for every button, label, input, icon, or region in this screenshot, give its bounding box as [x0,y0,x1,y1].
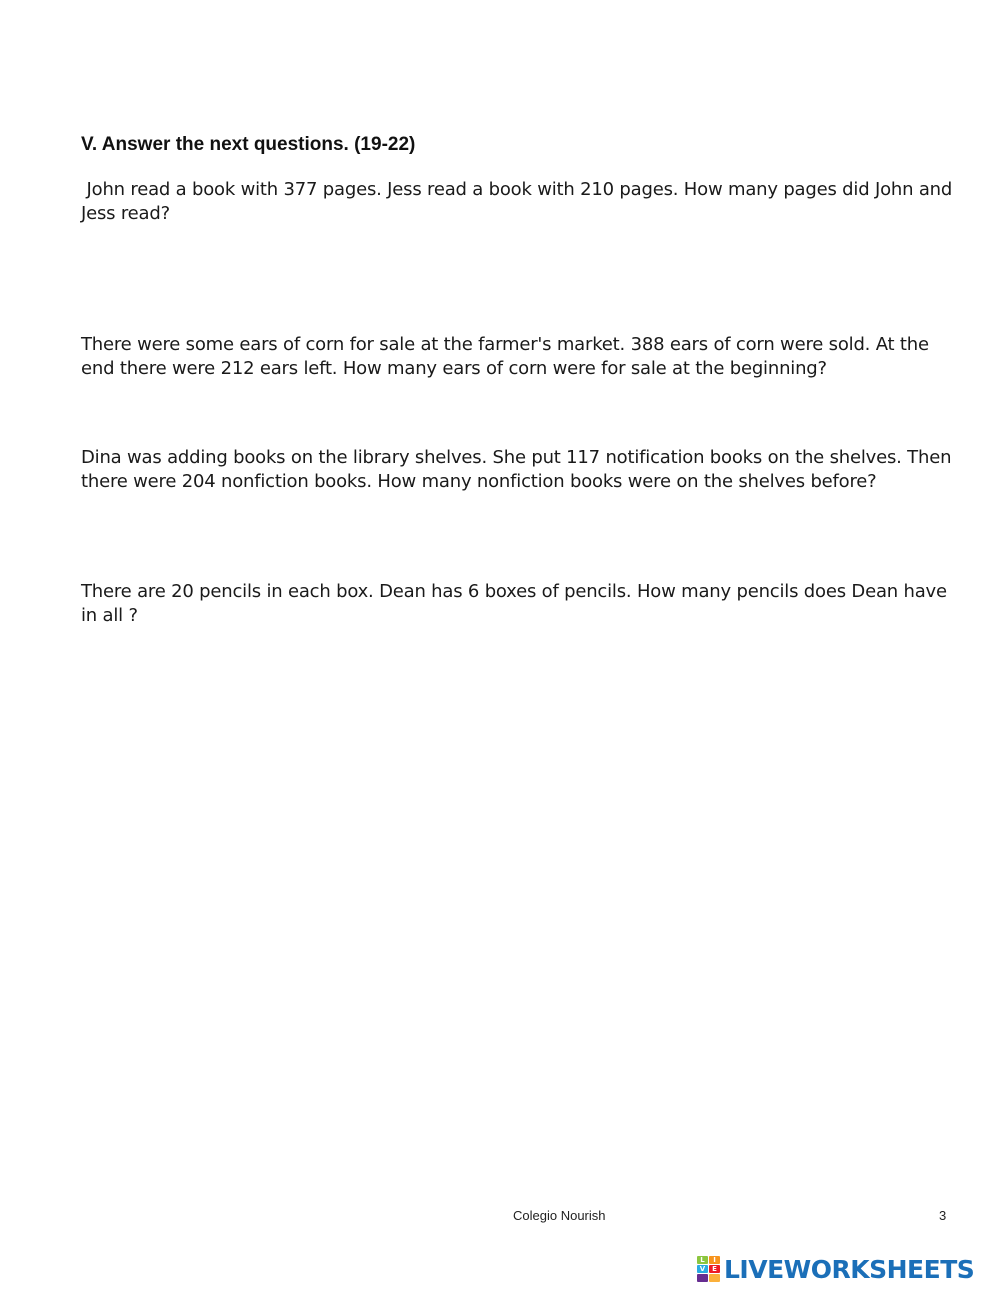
logo-block: I [709,1256,720,1264]
question-21: Dina was adding books on the library shelves. She put 117 notification books on the shelves. Then there were 204 nonfiction books. How many nonfiction books were on the shelves before? [81,447,952,492]
footer-page-number: 3 [939,1208,947,1223]
question-20: There were some ears of corn for sale at the farmer's market. 388 ears of corn were sold. At the end there were 212 ears left. How many ears of corn were for sale at the beginning? [81,334,929,379]
logo-block [697,1274,708,1282]
question-22: There are 20 pencils in each box. Dean has 6 boxes of pencils. How many pencils does Dean have in all ? [81,581,947,626]
section-title: V. Answer the next questions. (19-22) [81,134,416,155]
question-19: John read a book with 377 pages. Jess read a book with 210 pages. How many pages did John and Jess read? [81,179,958,224]
logo-block: E [709,1265,720,1273]
brand-name: LIVEWORKSHEETS [724,1254,975,1284]
logo-block: L [697,1256,708,1264]
logo-block [709,1274,720,1282]
liveworksheets-brand[interactable] [697,1254,974,1284]
liveworksheets-logo-icon [697,1256,721,1282]
logo-block: V [697,1265,708,1273]
footer-school-name: Colegio Nourish [513,1208,606,1223]
